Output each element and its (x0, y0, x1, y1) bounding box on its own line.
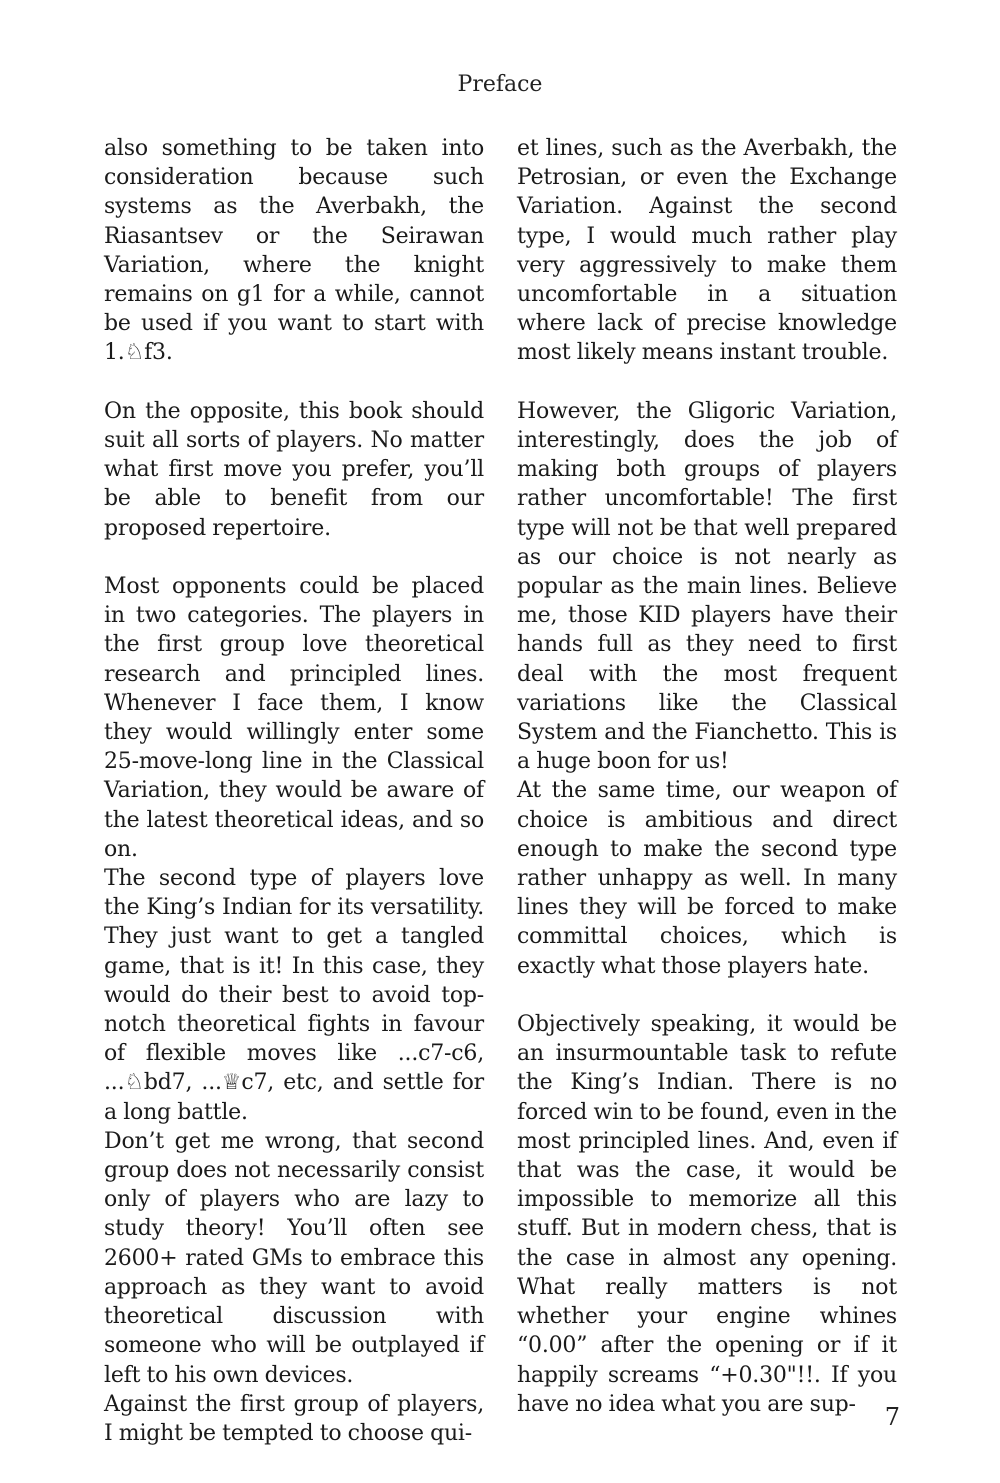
paragraph: However, the Gligoric Variation, interestingly, does the job of making both groups of players rather uncomfortable! The first type will not be that well prepared as our choice is not nearly as popular as the main lines. Believe me, those KID players have their hands full as they need to first deal with the most frequent variations like the Classical System and the Fianchetto. This is a huge boon for us! (517, 398, 897, 775)
paragraph: On the opposite, this book should suit all sorts of players. No matter what first move you prefer, you’ll be able to benefit from our proposed repertoire. (104, 398, 484, 541)
paragraph: Don’t get me wrong, that second group does not necessarily consist only of players who are lazy to study theory! You’ll often see 2600+ rated GMs to embrace this approach as they want to avoid theoretical discussion with someone who will be outplayed if left to his own devices. (104, 1128, 484, 1388)
running-head: Preface (457, 72, 543, 97)
left-column (104, 134, 484, 1448)
paragraph: et lines, such as the Averbakh, the Petrosian, or even the Exchange Variation. Against the second type, I would much rather play very aggressively to make them uncomfortable in a situation where lack of precise knowledge most likely means instant trouble. (517, 136, 897, 366)
page-number: 7 (884, 1403, 900, 1431)
paragraph: Objectively speaking, it would be an insurmountable task to refute the King’s Indian. There is no forced win to be found, even in the most principled lines. And, even if that was the case, it would be impossible to memorize all this stuff. But in modern chess, that is the case in almost any opening. What really matters is not whether your engine whines “0.00” after the opening or if it happily screams “+0.30"!!. If you have no idea what you are sup- (517, 1012, 897, 1417)
right-column (517, 134, 897, 1419)
paragraph: also something to be taken into consideration because such systems as the Averbakh, the Riasantsev or the Seirawan Variation, where the knight remains on g1 for a while, cannot be used if you want to start with 1.♘f3. (104, 136, 484, 366)
paragraph: The second type of players love the King’s Indian for its versatility. They just want to get a tangled game, that is it! In this case, they would do their best to avoid top-notch theoretical fights in favour of flexible moves like ...c7-c6, ...♘bd7, ...♕c7, etc, and settle for a long battle. (104, 866, 484, 1125)
paragraph: Against the first group of players, I might be tempted to choose qui- (104, 1391, 484, 1446)
paragraph: At the same time, our weapon of choice is ambitious and direct enough to make the second type rather unhappy as well. In many lines they will be forced to make committal choices, which is exactly what those players hate. (517, 778, 897, 979)
paragraph: Most opponents could be placed in two categories. The players in the first group love theoretical research and principled lines. Whenever I face them, I know they would willingly enter some 25-move-long line in the Classical Variation, they would be aware of the latest theoretical ideas, and so on. (104, 574, 484, 862)
